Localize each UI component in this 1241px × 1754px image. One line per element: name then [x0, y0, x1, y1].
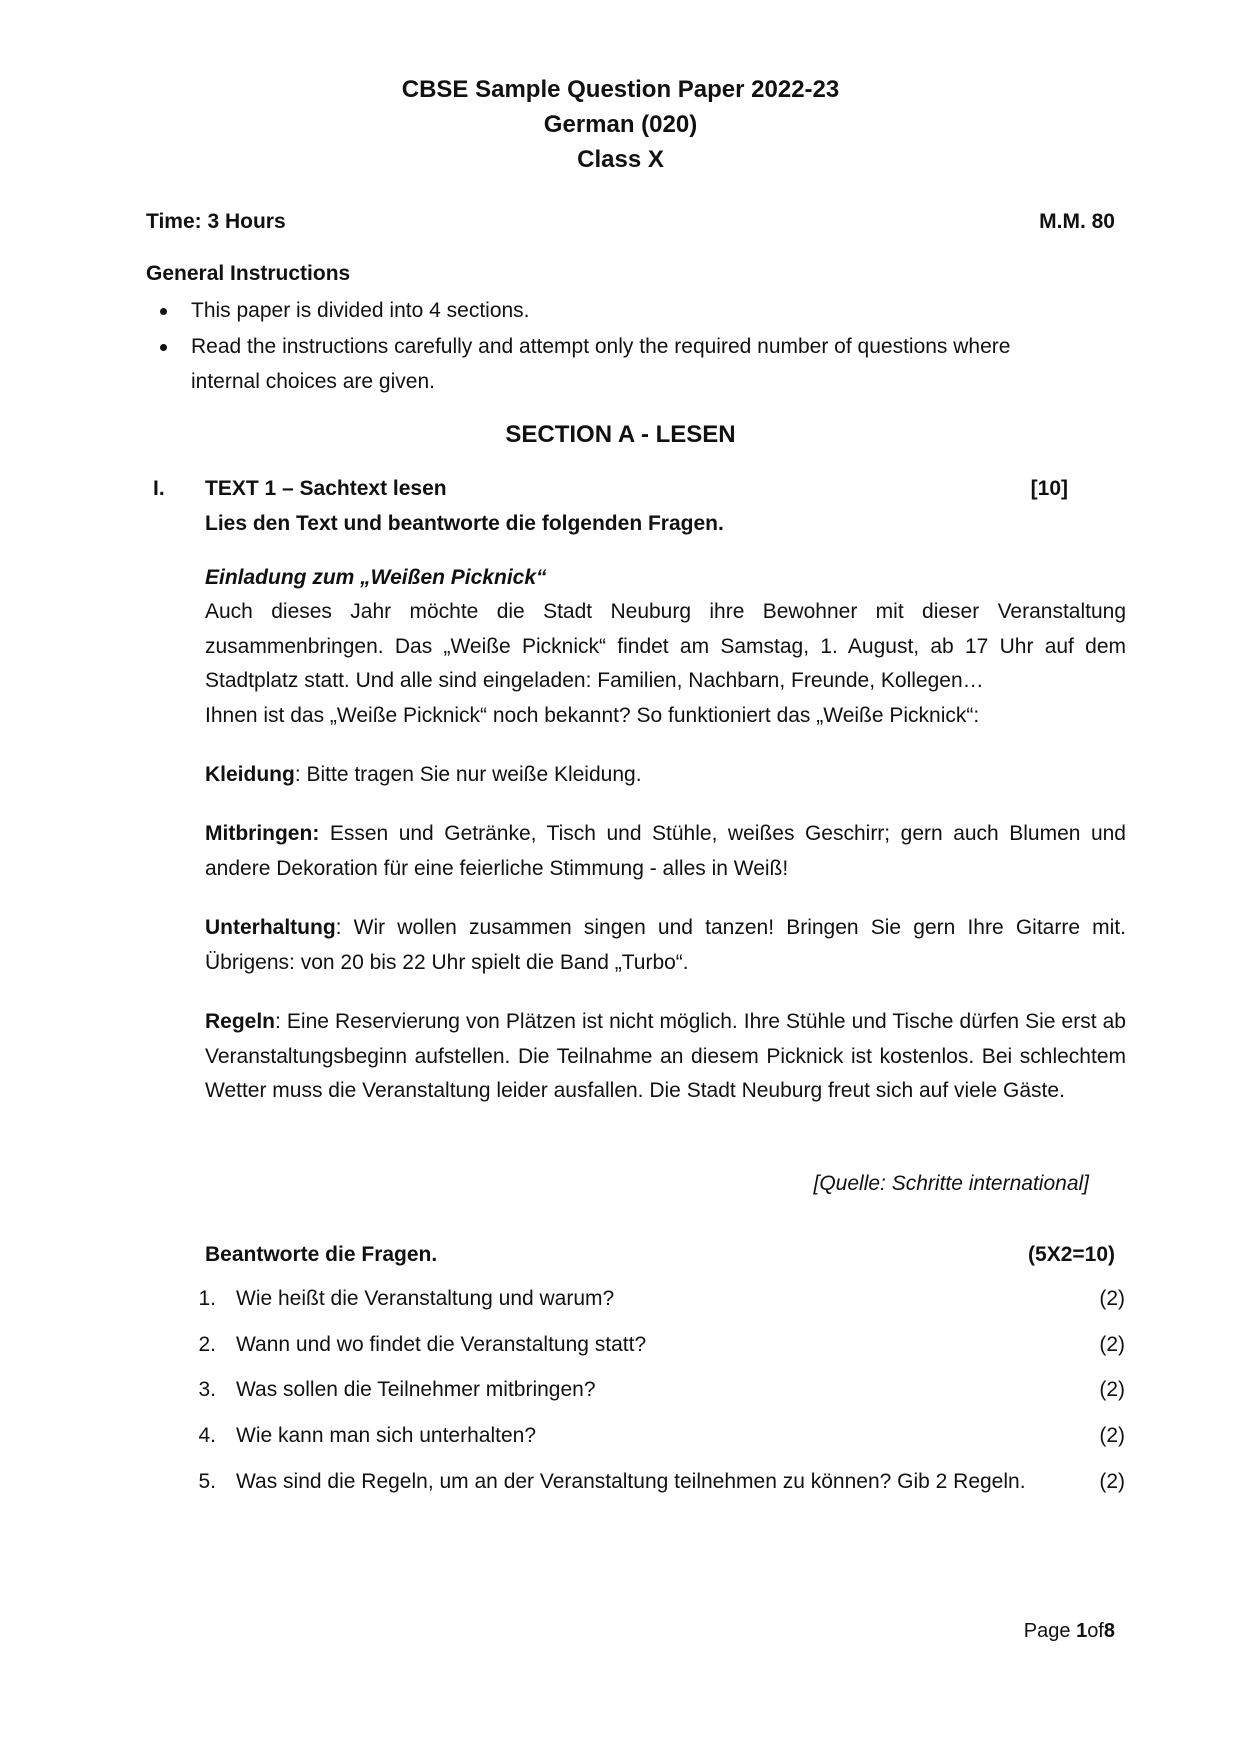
mitbringen-text: Essen und Getränke, Tisch und Stühle, weißes Geschirr; gern auch Blumen und andere Dekoration für eine feierliche Stimmung - alles in Weiß! — [205, 822, 1126, 880]
passage-kleidung — [205, 758, 1126, 793]
question-text: Wie heißt die Veranstaltung und warum? — [236, 1287, 615, 1310]
text-title: TEXT 1 – Sachtext lesen — [205, 477, 447, 500]
time-label: Time: 3 Hours — [146, 210, 286, 233]
questions-total-marks: (5X2=10) — [1028, 1243, 1115, 1266]
unterhaltung-label: Unterhaltung — [205, 916, 336, 939]
question-roman-number: I. — [153, 477, 165, 500]
question-marks: (2) — [1099, 1424, 1125, 1447]
mitbringen-label: Mitbringen: — [205, 822, 320, 845]
title-line-3: Class X — [577, 146, 664, 173]
question-marks: (2) — [1099, 1378, 1125, 1401]
regeln-label: Regeln — [205, 1010, 276, 1033]
passage-unterhaltung — [205, 911, 1126, 980]
page-current: 1 — [1076, 1620, 1088, 1642]
question-text: Was sollen die Teilnehmer mitbringen? — [236, 1378, 596, 1401]
unterhaltung-text: : Wir wollen zusammen singen und tanzen! Bringen Sie gern Ihre Gitarre mit. Übrigens: von 20 bis 22 Uhr spielt die Band „Turbo“. — [205, 916, 1126, 974]
passage-intro-question: Ihnen ist das „Weiße Picknick“ noch bekannt? So funktioniert das „Weiße Picknick“: — [205, 704, 980, 727]
question-number: 2. — [198, 1333, 216, 1356]
instruction-item: This paper is divided into 4 sections. — [191, 299, 530, 322]
text-marks: [10] — [1030, 477, 1068, 500]
general-instructions-heading: General Instructions — [146, 262, 351, 285]
regeln-text: : Eine Reservierung von Plätzen ist nicht möglich. Ihre Stühle und Tische dürfen Sie erst ab Veranstaltungsbeginn aufstellen. Die Teilnahme an diesem Picknick ist kostenlos. Bei schlechtem Wetter muss die Veranstaltung leider ausfallen. Die Stadt Neuburg freut sich auf viele Gäste. — [205, 1010, 1126, 1102]
page-number — [1024, 1614, 1115, 1648]
question-marks: (2) — [1099, 1333, 1125, 1356]
page-label: Page — [1023, 1620, 1077, 1642]
page-of-label: of — [1087, 1620, 1104, 1642]
page-total: 8 — [1103, 1620, 1115, 1642]
bullet-icon — [160, 344, 167, 351]
question-number: 5. — [198, 1470, 216, 1493]
instruction-item-continued: internal choices are given. — [191, 370, 435, 393]
kleidung-label: Kleidung — [205, 763, 295, 786]
section-heading: SECTION A - LESEN — [505, 421, 736, 448]
kleidung-text: : Bitte tragen Sie nur weiße Kleidung. — [294, 763, 642, 786]
question-marks: (2) — [1099, 1470, 1125, 1493]
passage-intro: Auch dieses Jahr möchte die Stadt Neuburg ihre Bewohner mit dieser Veranstaltung zusammenbringen. Das „Weiße Picknick“ findet am Samstag, 1. August, ab 17 Uhr auf dem Stadtplatz statt. Und alle sind eingeladen: Familien, Nachbarn, Freunde, Kollegen… — [205, 600, 1126, 692]
question-number: 1. — [198, 1287, 216, 1310]
passage-mitbringen — [205, 817, 1126, 886]
passage-source: [Quelle: Schritte international] — [813, 1172, 1089, 1195]
question-number: 4. — [198, 1424, 216, 1447]
question-text: Wann und wo findet die Veranstaltung statt? — [236, 1333, 647, 1356]
title-line-2: German (020) — [543, 111, 698, 138]
reading-instruction: Lies den Text und beantworte die folgenden Fragen. — [205, 512, 724, 535]
max-marks: M.M. 80 — [1039, 210, 1115, 233]
instruction-item: Read the instructions carefully and attempt only the required number of questions where — [191, 335, 1011, 358]
passage-title: Einladung zum „Weißen Picknick“ — [205, 566, 547, 589]
passage-regeln — [205, 1005, 1126, 1109]
question-marks: (2) — [1099, 1287, 1125, 1310]
question-number: 3. — [198, 1378, 216, 1401]
question-text: Was sind die Regeln, um an der Veranstaltung teilnehmen zu können? Gib 2 Regeln. — [236, 1470, 1026, 1493]
questions-heading: Beantworte die Fragen. — [205, 1243, 438, 1266]
question-text: Wie kann man sich unterhalten? — [236, 1424, 536, 1447]
bullet-icon — [160, 308, 167, 315]
title-line-1: CBSE Sample Question Paper 2022-23 — [401, 76, 840, 103]
